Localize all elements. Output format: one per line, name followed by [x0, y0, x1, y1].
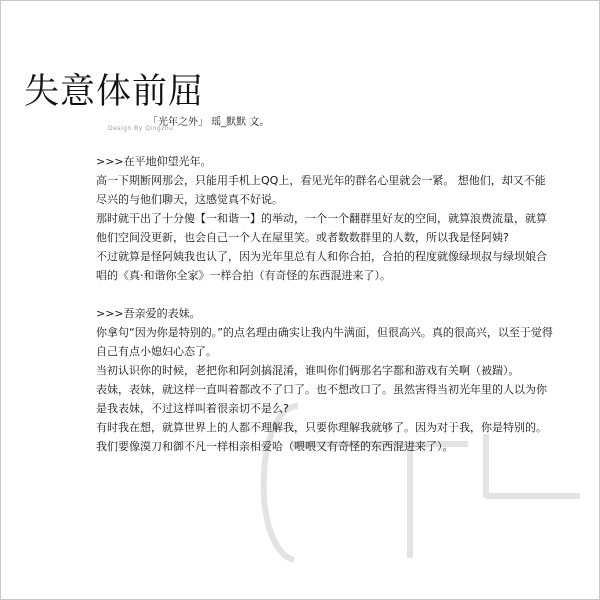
article-body	[96, 152, 556, 456]
page-title: 失意体前屈	[24, 72, 205, 112]
paragraph: 高一下期断网那会，只能用手机上QQ上，看见光年的群名心里就会一紧。 想他们，却又不能尽兴的与他们聊天，这感觉真不好说。	[96, 174, 546, 206]
paragraph: 有时我在想，就算世界上的人都不理解我，只要你理解我就够了。因为对于我，你是特别的。	[96, 421, 547, 434]
paragraph: 当初认识你的时候，老把你和阿剑搞混淆，谁叫你们俩那名字都和游戏有关啊（被踹）。	[96, 364, 520, 377]
paragraph: 我们要像漠刀和御不凡一样相亲相爱哈（喂喂又有奇怪的东西混进来了）。	[96, 440, 454, 453]
section-heading: >>>在平地仰望光年。	[96, 155, 212, 168]
design-credit: Design By Qingzhu	[108, 125, 174, 132]
paragraph: 那时就干出了十分傻【一和谐一】的举动，一个一个翻群里好友的空间，就算浪费流量，就算他们空间没更新，也会自己一个人在屋里笑。或者数数群里的人数，所以我是怪阿姨?	[96, 212, 547, 244]
section-spacer	[96, 285, 556, 304]
section-heading: >>>吾亲爱的表妹。	[96, 307, 201, 320]
watermark-text: OTL	[250, 398, 252, 399]
paragraph: 表妹，表妹，就这样一直叫着都改不了口了。也不想改口了。虽然害得当初光年里的人以为你是我表妹，不过这样叫着很亲切不是么?	[96, 383, 547, 415]
author-byline: 「光年之外」 瑶_默默 文。	[148, 117, 270, 128]
paragraph: 不过就算是怪阿姨我也认了，因为光年里总有人和你合拍，合拍的程度就像绿坝叔与绿坝娘合唱的《真·和谐你全家》一样合拍（有奇怪的东西混进来了）。	[96, 250, 547, 282]
paragraph: 你拿句“因为你是特别的。”的点名理由确实让我内牛满面，但很高兴。真的很高兴，以至于觉得自己有点小媳妇心态了。	[96, 326, 553, 358]
